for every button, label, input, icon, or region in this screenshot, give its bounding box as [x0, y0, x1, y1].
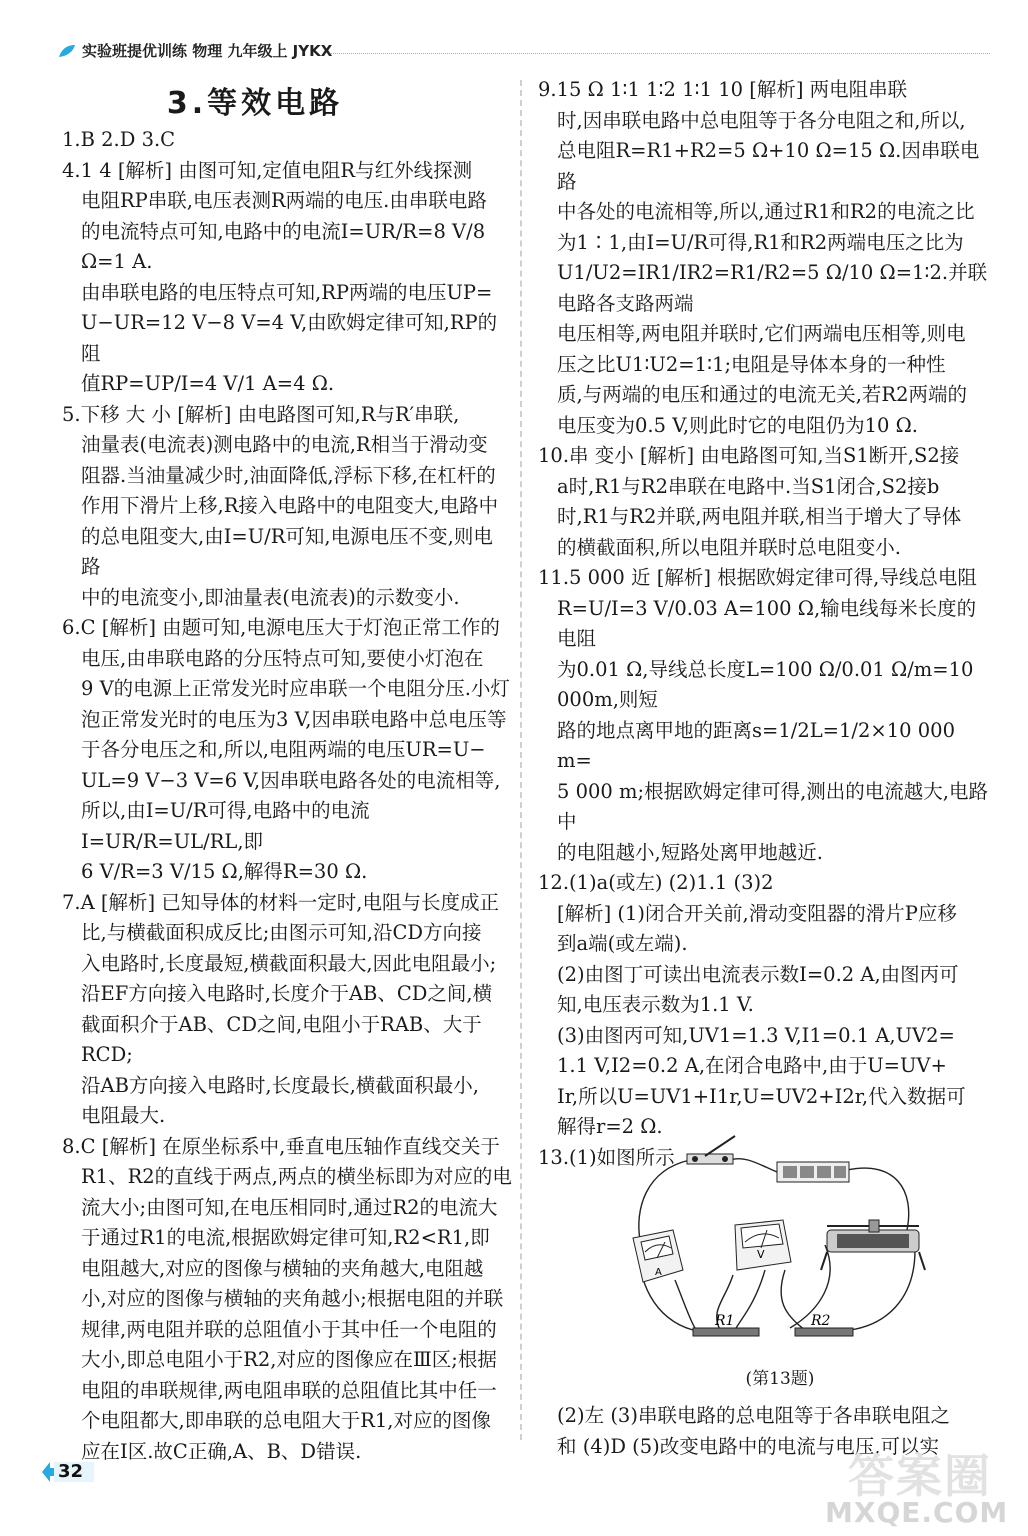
rheostat-icon: [821, 1220, 925, 1270]
text-line: U1/U2=IR1/IR2=R1/R2=5 Ω/10 Ω=1∶2.并联电路各支路两端: [557, 261, 988, 315]
text-line: (3)由图丙可知,UV1=1.3 V,I1=0.1 A,UV2=: [557, 1023, 955, 1047]
text-line: 电压相等,两电阻并联时,它们两端电压相等,则电: [557, 322, 966, 345]
text-line: 中的电流变小,即油量表(电流表)的示数变小.: [81, 585, 460, 609]
text-line: 于通过R1的电流,根据欧姆定律可知,R2<R1,即: [81, 1226, 490, 1249]
text-line: U−UR=12 V−8 V=4 V,由欧姆定律可知,RP的阻: [81, 311, 498, 365]
text-line: 的总电阻变大,由I=U/R可知,电源电压不变,则电路: [81, 524, 493, 578]
ammeter-label: A: [655, 1267, 662, 1278]
text-line: 到a端(或左端).: [557, 932, 688, 955]
text-line: 泡正常发光时的电压为3 V,因串联电路中总电压等: [81, 707, 507, 731]
text-line: 9 V的电源上正常发光时应串联一个电阻分压.小灯: [81, 677, 510, 700]
text-line: 截面积介于AB、CD之间,电阻小于RAB、大于RCD;: [81, 1012, 482, 1066]
watermark-logo: 答案圈: [848, 1449, 992, 1503]
text-line: 电压变为0.5 V,则此时它的电阻仍为10 Ω.: [557, 413, 918, 437]
text-line: 10.串 变小 [解析] 由电路图可知,当S1断开,S2接: [538, 444, 960, 467]
text-line: 压之比U1∶U2=1∶1;电阻是导体本身的一种性: [557, 352, 946, 376]
text-line: 的横截面积,所以电阻并联时总电阻变小.: [557, 535, 901, 559]
figure-caption: (第13题): [745, 1369, 815, 1389]
left-column: [62, 125, 512, 1467]
text-line: 沿EF方向接入电路时,长度介于AB、CD之间,横: [81, 982, 493, 1005]
text-line: 和 (4)D (5)改变电路中的电流与电压,可以实: [557, 1434, 939, 1458]
text-line: 5 000 m;根据欧姆定律可得,测出的电流越大,电路中: [557, 779, 988, 833]
text-line: 阻器.当油量减少时,油面降低,浮标下移,在杠杆的: [81, 463, 496, 487]
text-line: 作用下滑片上移,R接入电路中的电阻变大,电路中: [81, 494, 499, 517]
text-line: (2)左 (3)串联电路的总电阻等于各串联电阻之: [557, 1404, 950, 1427]
resistor-r1-icon: [693, 1313, 759, 1336]
text-line: 的电阻越小,短路处离甲地越近.: [557, 840, 823, 864]
header-rule: [330, 53, 990, 54]
text-line: a时,R1与R2串联在电路中.当S1闭合,S2接b: [557, 474, 940, 498]
text-line: 油量表(电流表)测电路中的电流,R相当于滑动变: [81, 433, 488, 456]
text-line: 于各分电压之和,所以,电阻两端的电压UR=U−: [81, 738, 486, 761]
text-line: 电阻的串联规律,两电阻串联的总阻值比其中任一: [81, 1378, 497, 1402]
text-line: 解得r=2 Ω.: [557, 1115, 663, 1138]
text-line: 13.(1)如图所示: [538, 1145, 675, 1169]
text-line: R=U/I=3 V/0.03 A=100 Ω,输电线每米长度的电阻: [557, 596, 977, 650]
text-line: 由串联电路的电压特点可知,RP两端的电压UP=: [81, 280, 493, 304]
text-line: 中各处的电流相等,所以,通过R1和R2的电流之比: [557, 200, 975, 223]
text-line: 入电路时,长度最短,横截面积最大,因此电阻最小;: [81, 951, 497, 975]
text-line: 8.C [解析] 在原坐标系中,垂直电压轴作直线交关于: [62, 1134, 500, 1158]
text-line: 时,因串联电路中总电阻等于各分电阻之和,所以,: [557, 108, 966, 132]
column-divider: [520, 80, 522, 1440]
text-line: 大小,即总电阻小于R2,对应的图像应在Ⅲ区;根据: [81, 1348, 497, 1371]
text-line: 7.A [解析] 已知导体的材料一定时,电阻与长度成正: [62, 890, 499, 914]
text-line: 小,对应的图像与横轴的夹角越小;根据电阻的并联: [81, 1287, 504, 1310]
text-line: 应在Ⅰ区.故C正确,A、B、D错误.: [81, 1439, 362, 1463]
text-line: 时,R1与R2并联,两电阻并联,相当于增大了导体: [557, 505, 962, 528]
leaf-icon: [58, 44, 76, 58]
section-title: 3.等效电路: [166, 86, 344, 121]
text-line: UL=9 V−3 V=6 V,因串联电路各处的电流相等,: [81, 768, 501, 792]
text-line: 所以,由I=U/R可得,电路中的电流I=UR/R=UL/RL,即: [81, 799, 370, 853]
text-line: 路的地点离甲地的距离s=1/2L=1/2×10 000 m=: [557, 718, 955, 772]
text-line: 比,与横截面积成反比;由图示可知,沿CD方向接: [81, 921, 482, 944]
text-line: 1.1 V,I2=0.2 A,在闭合电路中,由于U=UV+: [557, 1054, 947, 1077]
text-line: 6 V/R=3 V/15 Ω,解得R=30 Ω.: [81, 860, 368, 883]
voltmeter-icon: [735, 1220, 791, 1270]
text-line: 12.(1)a(或左) (2)1.1 (3)2: [538, 871, 774, 894]
text-line: 个电阻都大,即串联的总电阻大于R1,对应的图像: [81, 1409, 491, 1432]
running-header: 实验班提优训练 物理 九年级上 JYKX: [82, 42, 333, 60]
text-line: 9.15 Ω 1∶1 1∶2 1∶1 10 [解析] 两电阻串联: [538, 78, 908, 101]
switch-icon: [687, 1136, 735, 1164]
watermark-url: MXQE.COM: [825, 1496, 1009, 1529]
text-line: Ir,所以U=UV1+I1r,U=UV2+I2r,代入数据可: [557, 1084, 966, 1108]
text-line: 6.C [解析] 由题可知,电源电压大于灯泡正常工作的: [62, 616, 500, 639]
text-line: 质,与两端的电压和通过的电流无关,若R2两端的: [557, 383, 967, 406]
battery-icon: [777, 1162, 849, 1182]
text-line: 电压,由串联电路的分压特点可知,要使小灯泡在: [81, 646, 484, 670]
text-line: 为1∶1,由I=U/R可得,R1和R2两端电压之比为: [557, 230, 964, 254]
resistor-r2-icon: [795, 1313, 853, 1336]
text-line: 的电流特点可知,电路中的电流I=UR/R=8 V/8 Ω=1 A.: [81, 219, 486, 273]
text-line: 值RP=UP/I=4 V/1 A=4 Ω.: [81, 372, 335, 395]
text-line: 1.B 2.D 3.C: [62, 128, 176, 151]
text-line: 为0.01 Ω,导线总长度L=100 Ω/0.01 Ω/m=10 000m,则短: [557, 657, 974, 711]
right-column: [538, 75, 990, 1173]
text-line: 知,电压表示数为1.1 V.: [557, 993, 754, 1016]
text-line: 4.1 4 [解析] 由图可知,定值电阻R与红外线探测: [62, 158, 473, 182]
text-line: 电阻RP串联,电压表测R两端的电压.由串联电路: [81, 189, 487, 212]
text-line: [解析] (1)闭合开关前,滑动变阻器的滑片P应移: [557, 901, 957, 925]
text-line: 沿AB方向接入电路时,长度最长,横截面积最小,: [81, 1073, 480, 1097]
text-line: 总电阻R=R1+R2=5 Ω+10 Ω=15 Ω.因串联电路: [557, 139, 980, 193]
voltmeter-label: V: [757, 1248, 765, 1261]
page-number: 32: [58, 1461, 84, 1482]
circuit-diagram: [615, 1130, 945, 1365]
r1-label: R1: [715, 1313, 735, 1329]
text-line: 11.5 000 近 [解析] 根据欧姆定律可得,导线总电阻: [538, 566, 977, 589]
text-line: 5.下移 大 小 [解析] 由电路图可知,R与R′串联,: [62, 402, 460, 426]
r2-label: R2: [811, 1313, 831, 1329]
text-line: 规律,两电阻并联的总阻值小于其中任一个电阻的: [81, 1317, 497, 1341]
text-line: R1、R2的直线于两点,两点的横坐标即为对应的电: [81, 1165, 512, 1188]
text-line: 流大小;由图可知,在电压相同时,通过R2的电流大: [81, 1195, 498, 1219]
text-line: (2)由图丁可读出电流表示数I=0.2 A,由图丙可: [557, 962, 959, 986]
ammeter-icon: [633, 1230, 683, 1282]
text-line: 电阻最大.: [81, 1104, 166, 1127]
text-line: 电阻越大,对应的图像与横轴的夹角越大,电阻越: [81, 1256, 484, 1280]
circuit-figure: [615, 1130, 945, 1390]
